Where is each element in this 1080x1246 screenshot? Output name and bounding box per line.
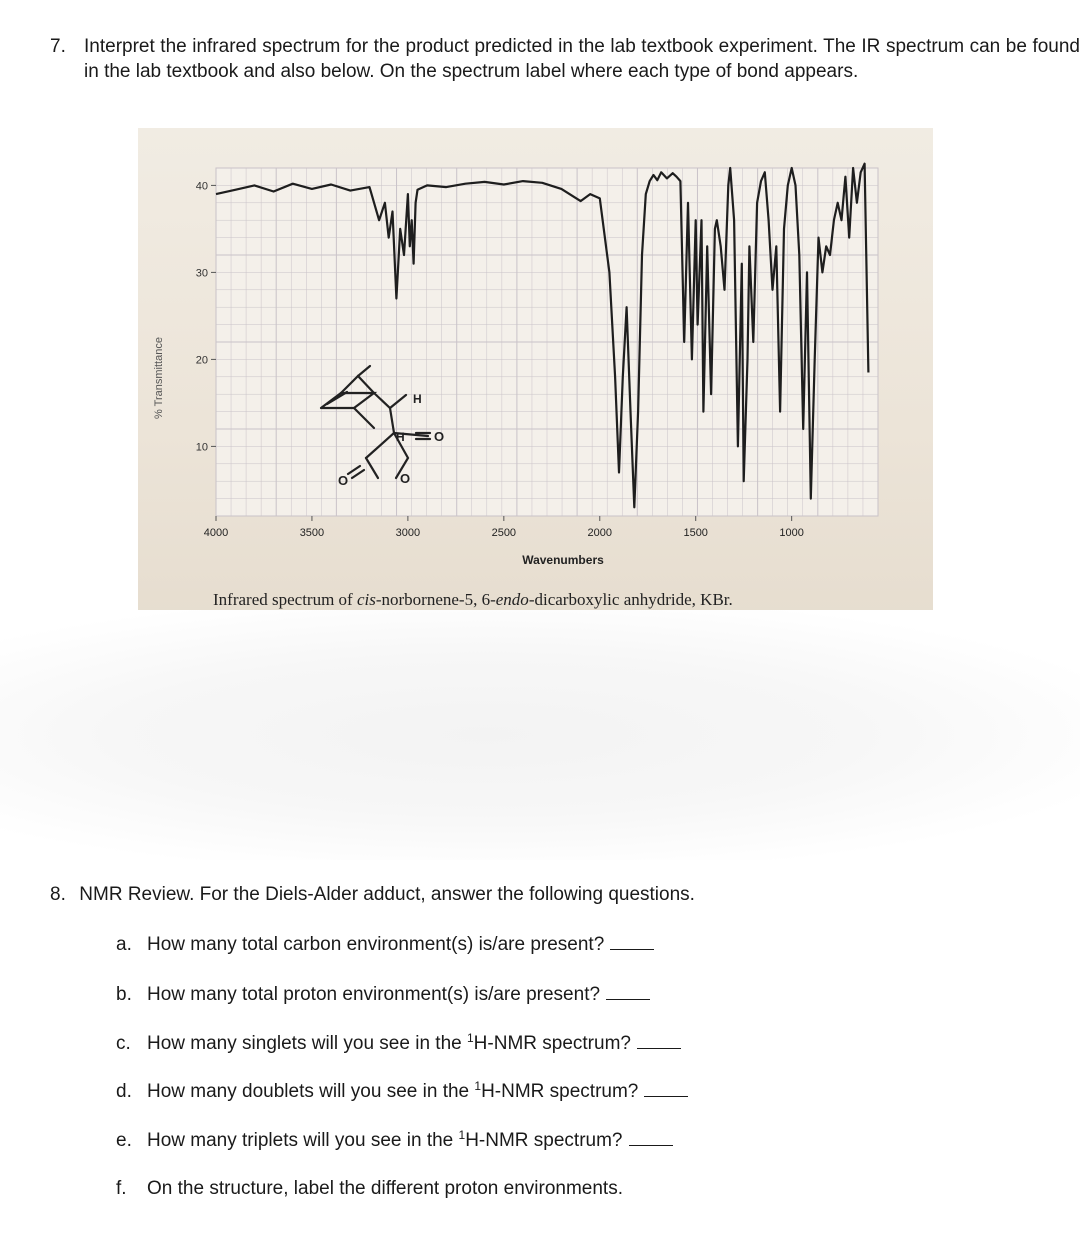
answer-blank[interactable] (637, 1032, 681, 1049)
question-7 (50, 34, 1080, 84)
item-text: How many total carbon environment(s) is/are present? (147, 934, 605, 955)
item-text: On the structure, label the different proton environments. (147, 1178, 623, 1199)
item-text: How many doublets will you see in the (147, 1081, 475, 1102)
question-8-number: 8. (50, 884, 66, 905)
answer-blank[interactable] (610, 933, 654, 950)
item-letter: f. (116, 1178, 127, 1199)
y-axis-ticks (196, 180, 216, 453)
x-tick-label: 2000 (587, 527, 613, 539)
question-8b (116, 983, 650, 1006)
question-7-text: Interpret the infrared spectrum for the product predicted in the lab textbook experiment. The IR spectrum can be found in the lab textbook and also below. On the spectrum label where each type of bond appears. (84, 36, 1080, 82)
x-axis-label: Wavenumbers (522, 553, 604, 567)
x-tick-label: 3000 (395, 527, 421, 539)
item-letter: d. (116, 1081, 132, 1102)
x-tick-label: 3500 (299, 527, 325, 539)
item-letter: c. (116, 1033, 131, 1054)
x-tick-label: 1000 (779, 527, 804, 539)
molecule-h-top: H (413, 392, 422, 406)
figure-caption: Infrared spectrum of cis-norbornene-5, 6-endo-dicarboxylic anhydride, KBr. (213, 590, 733, 609)
item-text: How many triplets will you see in the (147, 1130, 459, 1151)
question-7-number: 7. (50, 36, 66, 57)
ir-spectrum-chart (138, 128, 933, 625)
x-tick-label: 2500 (491, 527, 517, 539)
molecule-o-left: O (338, 473, 349, 488)
answer-blank[interactable] (644, 1080, 688, 1097)
question-8e (116, 1128, 673, 1152)
x-tick-label: 1500 (683, 527, 708, 539)
y-tick-label: 40 (195, 180, 208, 193)
question-8 (50, 884, 695, 906)
item-letter: e. (116, 1130, 132, 1151)
superscript: 1 (458, 1128, 466, 1142)
y-tick-label: 30 (195, 267, 208, 280)
question-8c (116, 1031, 681, 1055)
answer-blank[interactable] (606, 983, 650, 1000)
question-8-text: NMR Review. For the Diels-Alder adduct, answer the following questions. (79, 884, 695, 905)
erased-area (0, 610, 1080, 860)
superscript: 1 (466, 1031, 474, 1045)
item-text: How many total proton environment(s) is/are present? (147, 984, 601, 1005)
item-text: How many singlets will you see in the (147, 1033, 467, 1054)
y-tick-label: 10 (195, 441, 208, 454)
item-text-end: H-NMR spectrum? (465, 1130, 623, 1151)
item-text-end: H-NMR spectrum? (481, 1081, 639, 1102)
molecule-o-right: O (400, 471, 411, 486)
x-axis-ticks (204, 516, 804, 539)
ir-spectrum-photo (138, 128, 933, 625)
y-axis-label: % Transmittance (153, 337, 165, 419)
question-8a (116, 933, 654, 956)
item-letter: a. (116, 934, 132, 955)
answer-blank[interactable] (629, 1129, 673, 1146)
item-letter: b. (116, 984, 132, 1005)
question-8f (116, 1178, 623, 1200)
x-tick-label: 4000 (203, 527, 229, 539)
y-tick-label: 20 (195, 354, 208, 367)
question-8d (116, 1079, 688, 1103)
molecule-h-bottom: H (396, 430, 405, 444)
superscript: 1 (474, 1079, 482, 1093)
molecule-o-ring: O (434, 429, 445, 444)
item-text-end: H-NMR spectrum? (473, 1033, 631, 1054)
